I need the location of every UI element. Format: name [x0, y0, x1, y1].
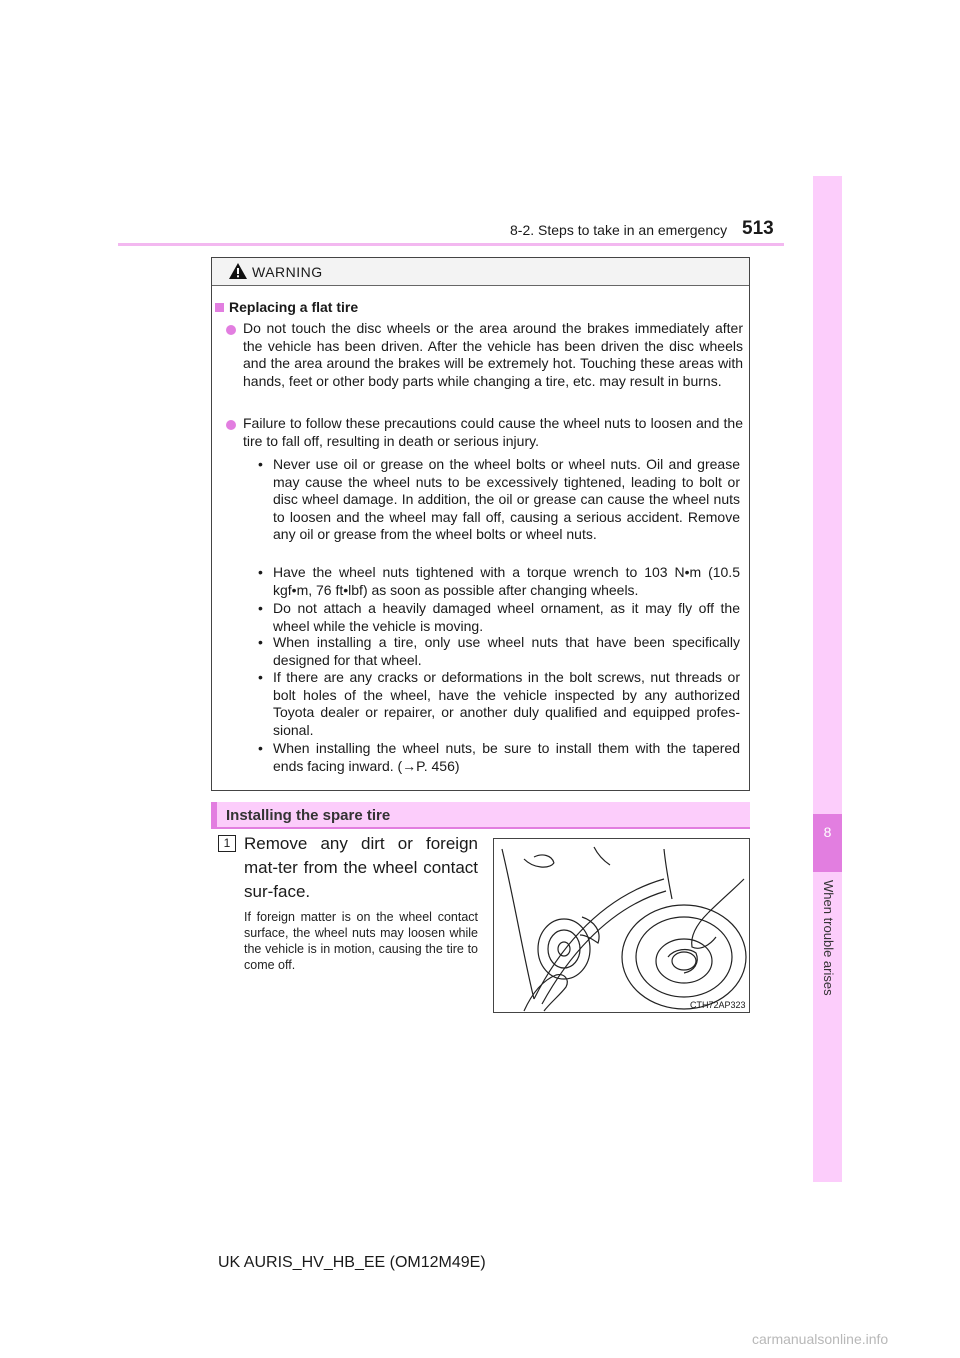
page-number: 513: [742, 218, 774, 239]
chapter-side-tab: [813, 176, 842, 1182]
model-code-footer: UK AURIS_HV_HB_EE (OM12M49E): [218, 1254, 486, 1271]
step-instruction: Remove any dirt or foreign mat-ter from the wheel contact sur-face.: [244, 834, 478, 901]
warning-bullet: If there are any cracks or deformations in the bolt screws, nut threads or bolt holes of the wheel, have the vehicle inspected by any authorized Toyota dealer or repairer, or another duly qualified and equipped profes-sional.: [273, 669, 740, 738]
warning-bullet: Have the wheel nuts tightened with a torque wrench to 103 N•m (10.5 kgf•m, 76 ft•lbf) as soon as possible after changing wheels.: [273, 564, 740, 598]
bullet-dot: [226, 420, 236, 430]
bullet-marker: •: [258, 564, 263, 580]
bullet-dot: [226, 325, 236, 335]
bullet-marker: •: [258, 740, 263, 756]
section-heading-accent: [211, 802, 217, 829]
bullet-marker: •: [258, 669, 263, 685]
warning-heading: Replacing a flat tire: [229, 299, 359, 315]
illustration-code: CTH72AP323: [690, 1000, 746, 1010]
spare-tire-cleaning-illustration: [494, 839, 749, 1012]
chapter-label: When trouble arises: [821, 880, 836, 996]
warning-title: WARNING: [252, 264, 323, 280]
warning-paragraph-2: Failure to follow these precautions could cause the wheel nuts to loosen and the tire to fall off, resulting in death or serious injury.: [243, 415, 743, 449]
warning-bullet: Never use oil or grease on the wheel bolts or wheel nuts. Oil and grease may cause the wheel nuts to be excessively tightened, leading to bolt or disc wheel damage. In addition, the oil or grease can cause the wheel nuts to loosen and the wheel may fall off, causing a serious accident. Remove any oil or grease from the wheel bolts or wheel nuts.: [273, 456, 740, 542]
chapter-number-tab: [813, 814, 842, 872]
header-rule: [118, 243, 784, 246]
chapter-number: 8: [823, 824, 832, 840]
watermark: carmanualsonline.info: [752, 1331, 889, 1347]
bullet-marker: •: [258, 634, 263, 650]
warning-bullet: When installing the wheel nuts, be sure to install them with the tapered ends facing inward. (→P. 456): [273, 740, 740, 774]
warning-bullet: When installing a tire, only use wheel nuts that have been specifically designed for that wheel.: [273, 634, 740, 668]
warning-triangle-icon: [228, 262, 248, 280]
section-heading: Installing the spare tire: [226, 807, 391, 824]
illustration-frame: [493, 838, 750, 1013]
step-number: 1: [218, 835, 236, 852]
section-title: 8-2. Steps to take in an emergency: [510, 222, 728, 238]
step-note: If foreign matter is on the wheel contact surface, the wheel nuts may loosen while the vehicle is in motion, causing the tire to come off.: [244, 910, 478, 972]
bullet-marker: •: [258, 456, 263, 472]
warning-bullet: Do not attach a heavily damaged wheel ornament, as it may fly off the wheel while the vehicle is moving.: [273, 600, 740, 634]
warning-paragraph-1: Do not touch the disc wheels or the area around the brakes immediately after the vehicle has been driven. After the vehicle has been driven the disc wheels and the area around the brakes will be extremely hot. Touching these areas with hands, feet or other body parts while changing a tire, etc. may result in burns.: [243, 320, 743, 389]
heading-square-marker: [215, 303, 224, 312]
bullet-marker: •: [258, 600, 263, 616]
